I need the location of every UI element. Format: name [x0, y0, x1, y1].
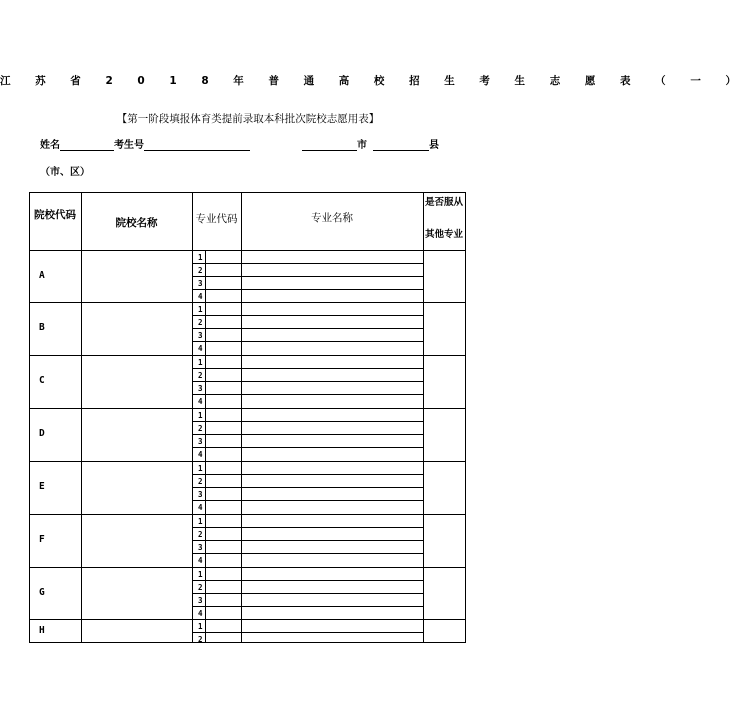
- district-label: （市、区）: [40, 167, 90, 178]
- grid-line: [192, 606, 424, 607]
- header-major-name: 专业名称: [311, 212, 353, 224]
- row-divider: [29, 355, 466, 356]
- major-number: 3: [198, 596, 203, 605]
- grid-line: [192, 474, 424, 475]
- major-number: 3: [198, 543, 203, 552]
- major-number: 2: [198, 318, 203, 327]
- school-code-c: C: [39, 375, 45, 386]
- major-number: 4: [198, 344, 203, 353]
- name-blank[interactable]: [60, 139, 114, 151]
- grid-line: [192, 487, 424, 488]
- major-number: 1: [198, 622, 203, 631]
- grid-line: [81, 619, 82, 642]
- major-number: 2: [198, 583, 203, 592]
- county-blank[interactable]: [373, 139, 429, 151]
- major-number: 2: [198, 266, 203, 275]
- city-label: 市: [357, 140, 367, 151]
- grid-line: [423, 619, 424, 642]
- school-code-h: H: [39, 624, 45, 636]
- header-obey-line2: 其他专业: [424, 229, 463, 240]
- header-school-name: 院校名称: [115, 217, 158, 229]
- header-obey-line1: 是否服从: [424, 197, 463, 208]
- major-number: 3: [198, 437, 203, 446]
- major-number: 3: [198, 384, 203, 393]
- grid-line: [81, 408, 82, 461]
- page-title: 江 苏 省 2 0 1 8 年 普 通 高 校 招 生 考 生 志 愿 表 （ 一 ）: [0, 75, 747, 87]
- school-code-g: G: [39, 587, 45, 598]
- county-label: 县: [429, 140, 439, 151]
- name-label: 姓名: [40, 140, 60, 151]
- grid-line: [192, 619, 193, 642]
- table-border-right: [465, 192, 466, 642]
- table-border-left: [29, 192, 30, 642]
- exam-no-label: 考生号: [114, 140, 144, 151]
- major-number: 1: [198, 305, 203, 314]
- exam-no-blank[interactable]: [144, 139, 250, 151]
- row-divider: [29, 408, 466, 409]
- major-number: 1: [198, 570, 203, 579]
- volunteer-table: [29, 192, 465, 642]
- school-code-f: F: [39, 534, 45, 545]
- major-number: 2: [198, 371, 203, 380]
- grid-line: [81, 355, 82, 408]
- grid-line: [241, 619, 242, 642]
- row-divider: [29, 461, 466, 462]
- major-number: 4: [198, 450, 203, 459]
- major-number: 1: [198, 253, 203, 262]
- grid-line: [192, 289, 424, 290]
- grid-line: [192, 368, 424, 369]
- grid-line: [81, 461, 82, 514]
- grid-line: [192, 527, 424, 528]
- major-number: 4: [198, 503, 203, 512]
- grid-line: [192, 632, 424, 633]
- grid-line: [192, 580, 424, 581]
- city-blank[interactable]: [302, 139, 357, 151]
- grid-line: [192, 328, 424, 329]
- major-number: 3: [198, 331, 203, 340]
- major-number: 1: [198, 464, 203, 473]
- major-number: 1: [198, 411, 203, 420]
- grid-line: [192, 553, 424, 554]
- grid-line: [192, 540, 424, 541]
- row-divider: [29, 619, 466, 620]
- grid-line: [192, 341, 424, 342]
- row-divider: [29, 302, 466, 303]
- major-number: 1: [198, 517, 203, 526]
- header-school-code: 院校代码: [34, 209, 76, 221]
- grid-line: [192, 421, 424, 422]
- grid-line: [192, 276, 424, 277]
- grid-line: [192, 500, 424, 501]
- major-number: 4: [198, 292, 203, 301]
- major-number: 4: [198, 609, 203, 618]
- major-number: 2: [198, 635, 203, 644]
- school-code-e: E: [39, 481, 45, 492]
- location-field[interactable]: [302, 136, 439, 151]
- grid-line: [192, 447, 424, 448]
- school-code-d: D: [39, 428, 45, 439]
- major-number: 1: [198, 358, 203, 367]
- row-divider: [29, 514, 466, 515]
- school-code-a: A: [39, 270, 45, 281]
- header-divider: [29, 250, 466, 251]
- table-border-bottom: [29, 642, 466, 643]
- grid-line: [205, 619, 206, 642]
- row-divider: [29, 567, 466, 568]
- major-number: 2: [198, 530, 203, 539]
- grid-line: [192, 315, 424, 316]
- major-number: 3: [198, 490, 203, 499]
- school-code-b: B: [39, 322, 45, 333]
- major-number: 4: [198, 556, 203, 565]
- header-major-code: 专业代码: [195, 213, 238, 225]
- grid-line: [192, 434, 424, 435]
- major-number: 4: [198, 397, 203, 406]
- name-field[interactable]: [40, 136, 250, 151]
- page-subtitle: 【第一阶段填报体育类提前录取本科批次院校志愿用表】: [116, 113, 380, 125]
- grid-line: [192, 381, 424, 382]
- grid-line: [192, 263, 424, 264]
- grid-line: [81, 302, 82, 355]
- grid-line: [192, 593, 424, 594]
- grid-line: [81, 250, 82, 302]
- grid-line: [81, 514, 82, 567]
- grid-line: [81, 567, 82, 619]
- major-number: 2: [198, 424, 203, 433]
- table-border-top: [29, 192, 466, 193]
- major-number: 2: [198, 477, 203, 486]
- grid-line: [192, 394, 424, 395]
- major-number: 3: [198, 279, 203, 288]
